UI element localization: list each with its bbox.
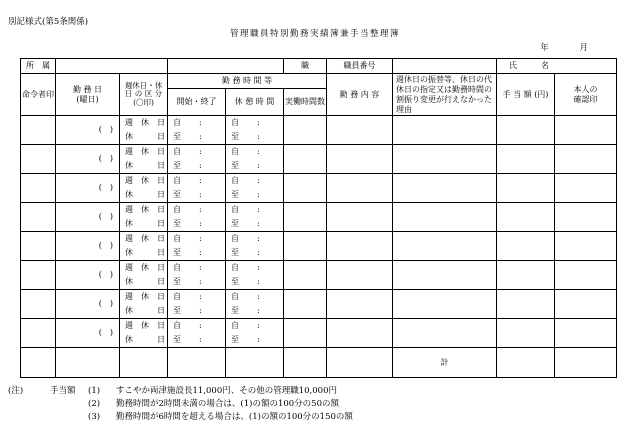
break-time-cell[interactable] <box>226 203 284 232</box>
colon: : <box>199 118 202 127</box>
holiday-class-cell[interactable] <box>120 232 168 261</box>
to-label: 至 <box>173 219 181 228</box>
start-end-cell[interactable] <box>168 232 226 261</box>
work-date-cell[interactable] <box>56 261 120 290</box>
actual-hours-cell[interactable] <box>284 145 327 174</box>
record-table <box>20 58 617 378</box>
colon: : <box>199 190 202 199</box>
total-cell-1 <box>21 348 56 378</box>
from-label: 自 <box>173 263 181 272</box>
year-month <box>524 44 588 54</box>
name-label: 氏 名 <box>497 59 617 74</box>
work-content-cell[interactable] <box>327 145 393 174</box>
holiday-class-cell[interactable] <box>120 261 168 290</box>
weekday-parens: ( ) <box>98 299 113 309</box>
to-label: 至 <box>231 190 239 199</box>
start-end-cell[interactable] <box>168 290 226 319</box>
colon: : <box>257 321 260 330</box>
note-row-3 <box>8 411 353 424</box>
to-label: 至 <box>173 132 181 141</box>
reason-line-3: 割振り変更が行えなかった <box>396 94 492 104</box>
from-label: 自 <box>173 147 181 156</box>
note-item-2-num: (2) <box>88 399 101 409</box>
work-date-cell[interactable] <box>56 145 120 174</box>
total-label: 計 <box>393 348 497 378</box>
to-label: 至 <box>173 190 181 199</box>
actual-hours-header: 実働時間数 <box>284 89 327 116</box>
to-label: 至 <box>173 306 181 315</box>
work-content-cell[interactable] <box>327 174 393 203</box>
colon: : <box>257 292 260 301</box>
weekly-holiday-option[interactable]: 週 休 日 <box>125 205 165 214</box>
break-time-header: 休 憩 時 間 <box>226 89 284 116</box>
work-content-cell[interactable] <box>327 203 393 232</box>
confirm-line-2: 確認印 <box>573 94 598 104</box>
total-cell-3 <box>120 348 168 378</box>
reason-header <box>393 74 497 116</box>
to-label: 至 <box>173 248 181 257</box>
actual-hours-cell[interactable] <box>284 203 327 232</box>
weekly-holiday-option[interactable]: 週 休 日 <box>125 263 165 272</box>
commander-seal-cell[interactable] <box>21 174 56 203</box>
holiday-option[interactable]: 休 日 <box>125 219 165 228</box>
entry-row <box>21 232 617 261</box>
staff-number-field[interactable] <box>393 59 497 74</box>
total-cell-6 <box>284 348 327 378</box>
commander-seal-cell[interactable] <box>21 145 56 174</box>
to-label: 至 <box>231 335 239 344</box>
weekly-holiday-option[interactable]: 週 休 日 <box>125 176 165 185</box>
colon: : <box>257 147 260 156</box>
start-end-cell[interactable] <box>168 319 226 348</box>
holiday-option[interactable]: 休 日 <box>125 248 165 257</box>
colon: : <box>257 219 260 228</box>
to-label: 至 <box>231 161 239 170</box>
work-date-cell[interactable] <box>56 290 120 319</box>
colon: : <box>199 321 202 330</box>
colon: : <box>199 335 202 344</box>
actual-hours-cell[interactable] <box>284 174 327 203</box>
from-label: 自 <box>231 118 239 127</box>
entry-row <box>21 203 617 232</box>
break-time-cell[interactable] <box>226 145 284 174</box>
reason-cell[interactable] <box>393 145 497 174</box>
work-date-header <box>56 74 120 116</box>
confirm-seal-cell[interactable] <box>555 145 617 174</box>
start-end-cell[interactable] <box>168 116 226 145</box>
note-label: (注) <box>8 386 24 396</box>
colon: : <box>257 277 260 286</box>
holiday-option[interactable]: 休 日 <box>125 161 165 170</box>
note-row-2 <box>8 398 353 411</box>
work-content-cell[interactable] <box>327 232 393 261</box>
colon: : <box>257 263 260 272</box>
allowance-cell[interactable] <box>497 145 555 174</box>
confirm-seal-cell[interactable] <box>555 174 617 203</box>
colon: : <box>257 234 260 243</box>
break-time-cell[interactable] <box>226 290 284 319</box>
holiday-option[interactable]: 休 日 <box>125 277 165 286</box>
colon: : <box>257 306 260 315</box>
holiday-option[interactable]: 休 日 <box>125 190 165 199</box>
holiday-class-line-2: 日 の 区 分 <box>124 89 163 99</box>
colon: : <box>199 219 202 228</box>
holiday-class-cell[interactable] <box>120 145 168 174</box>
allowance-cell[interactable] <box>497 319 555 348</box>
reason-cell[interactable] <box>393 261 497 290</box>
header-row-1 <box>21 74 617 89</box>
colon: : <box>199 248 202 257</box>
weekly-holiday-option[interactable]: 週 休 日 <box>125 234 165 243</box>
total-cell-4 <box>168 348 226 378</box>
from-label: 自 <box>173 292 181 301</box>
notes <box>8 385 353 424</box>
post-label: 職 <box>284 59 327 74</box>
reason-cell[interactable] <box>393 232 497 261</box>
holiday-class-line-3: (〇印) <box>133 97 154 107</box>
colon: : <box>257 205 260 214</box>
colon: : <box>199 234 202 243</box>
allowance-cell[interactable] <box>497 203 555 232</box>
confirm-seal-header <box>555 74 617 116</box>
to-label: 至 <box>231 277 239 286</box>
reason-cell[interactable] <box>393 290 497 319</box>
holiday-class-cell[interactable] <box>120 290 168 319</box>
confirm-line-1: 本人の <box>573 85 598 95</box>
weekly-holiday-option[interactable]: 週 休 日 <box>125 321 165 330</box>
work-content-cell[interactable] <box>327 261 393 290</box>
from-label: 自 <box>231 292 239 301</box>
colon: : <box>199 306 202 315</box>
reason-cell[interactable] <box>393 203 497 232</box>
colon: : <box>257 176 260 185</box>
commander-seal-cell[interactable] <box>21 232 56 261</box>
holiday-option[interactable]: 休 日 <box>125 306 165 315</box>
to-label: 至 <box>173 277 181 286</box>
colon: : <box>257 248 260 257</box>
form-label: 別記様式(第5条関係) <box>8 17 89 27</box>
from-label: 自 <box>173 321 181 330</box>
allowance-cell[interactable] <box>497 174 555 203</box>
entry-row <box>21 116 617 145</box>
colon: : <box>199 205 202 214</box>
weekday-parens: ( ) <box>98 328 113 338</box>
start-end-cell[interactable] <box>168 203 226 232</box>
weekday-parens: ( ) <box>98 183 113 193</box>
total-allowance-field[interactable] <box>497 348 555 378</box>
colon: : <box>199 161 202 170</box>
from-label: 自 <box>231 321 239 330</box>
holiday-class-cell[interactable] <box>120 319 168 348</box>
break-time-cell[interactable] <box>226 319 284 348</box>
entry-row <box>21 261 617 290</box>
confirm-seal-cell[interactable] <box>555 261 617 290</box>
work-content-header: 勤 務 内 容 <box>327 74 393 116</box>
from-label: 自 <box>173 176 181 185</box>
allowance-note-label: 手当額 <box>50 386 76 396</box>
colon: : <box>257 161 260 170</box>
allowance-cell[interactable] <box>497 116 555 145</box>
work-content-cell[interactable] <box>327 290 393 319</box>
from-label: 自 <box>231 176 239 185</box>
work-date-cell[interactable] <box>56 174 120 203</box>
colon: : <box>199 277 202 286</box>
break-time-cell[interactable] <box>226 116 284 145</box>
allowance-cell[interactable] <box>497 232 555 261</box>
from-label: 自 <box>231 147 239 156</box>
entry-row <box>21 290 617 319</box>
reason-line-2: 休日の指定又は勤務時間の <box>396 84 492 94</box>
weekday-parens: ( ) <box>98 125 113 135</box>
confirm-seal-cell[interactable] <box>555 232 617 261</box>
colon: : <box>257 335 260 344</box>
to-label: 至 <box>231 248 239 257</box>
work-date-cell[interactable] <box>56 232 120 261</box>
reason-line-4: 理由 <box>396 104 412 114</box>
holiday-class-line-1: 週休日・休 <box>124 80 163 90</box>
note-item-1: すこやか両津施設長11,000円、その他の管理職10,000円 <box>116 386 337 396</box>
weekly-holiday-option[interactable]: 週 休 日 <box>125 292 165 301</box>
commander-seal-header: 命令者印 <box>21 74 56 116</box>
to-label: 至 <box>231 306 239 315</box>
work-date-cell[interactable] <box>56 116 120 145</box>
weekly-holiday-option[interactable]: 週 休 日 <box>125 118 165 127</box>
month-label: 月 <box>579 43 588 53</box>
weekday-parens: ( ) <box>98 270 113 280</box>
entry-row <box>21 145 617 174</box>
actual-hours-cell[interactable] <box>284 232 327 261</box>
break-time-cell[interactable] <box>226 232 284 261</box>
note-row-1 <box>8 385 353 398</box>
colon: : <box>257 132 260 141</box>
start-end-header: 開始・終了 <box>168 89 226 116</box>
from-label: 自 <box>231 234 239 243</box>
reason-cell[interactable] <box>393 116 497 145</box>
to-label: 至 <box>231 132 239 141</box>
entry-row <box>21 319 617 348</box>
work-hours-header: 勤 務 時 間 等 <box>168 74 327 89</box>
reason-line-1: 週休日の振替等、休日の代 <box>396 74 492 84</box>
from-label: 自 <box>231 263 239 272</box>
from-label: 自 <box>173 118 181 127</box>
colon: : <box>199 132 202 141</box>
from-label: 自 <box>173 205 181 214</box>
reason-cell[interactable] <box>393 174 497 203</box>
holiday-class-header <box>120 74 168 116</box>
total-cell-5 <box>226 348 284 378</box>
colon: : <box>257 190 260 199</box>
work-content-cell[interactable] <box>327 319 393 348</box>
colon: : <box>257 118 260 127</box>
staff-number-label: 職員番号 <box>327 59 393 74</box>
post-field[interactable] <box>168 59 284 74</box>
weekday-label: (曜日) <box>76 94 99 104</box>
colon: : <box>199 263 202 272</box>
total-row <box>21 348 617 378</box>
note-item-3: 勤務時間が6時間を超える場合は、(1)の額の100分の150の額 <box>116 412 353 422</box>
work-date-cell[interactable] <box>56 203 120 232</box>
note-item-3-num: (3) <box>88 412 101 422</box>
start-end-cell[interactable] <box>168 261 226 290</box>
top-row <box>21 59 617 74</box>
commander-seal-cell[interactable] <box>21 203 56 232</box>
to-label: 至 <box>231 219 239 228</box>
weekday-parens: ( ) <box>98 212 113 222</box>
weekday-parens: ( ) <box>98 241 113 251</box>
colon: : <box>199 176 202 185</box>
to-label: 至 <box>173 161 181 170</box>
commander-seal-cell[interactable] <box>21 319 56 348</box>
commander-seal-cell[interactable] <box>21 261 56 290</box>
actual-hours-cell[interactable] <box>284 261 327 290</box>
holiday-class-cell[interactable] <box>120 203 168 232</box>
from-label: 自 <box>173 234 181 243</box>
note-item-2: 勤務時間が2時間未満の場合は、(1)の額の100分の50の額 <box>116 399 339 409</box>
actual-hours-cell[interactable] <box>284 290 327 319</box>
start-end-cell[interactable] <box>168 174 226 203</box>
holiday-class-cell[interactable] <box>120 174 168 203</box>
holiday-option[interactable]: 休 日 <box>125 132 165 141</box>
colon: : <box>199 147 202 156</box>
confirm-seal-cell[interactable] <box>555 319 617 348</box>
to-label: 至 <box>173 335 181 344</box>
break-time-cell[interactable] <box>226 261 284 290</box>
affiliation-field[interactable] <box>56 59 168 74</box>
total-cell-7 <box>327 348 393 378</box>
work-content-cell[interactable] <box>327 116 393 145</box>
allowance-cell[interactable] <box>497 290 555 319</box>
allowance-header: 手 当 額 (円) <box>497 74 555 116</box>
work-date-cell[interactable] <box>56 319 120 348</box>
reason-cell[interactable] <box>393 319 497 348</box>
page-title: 管理職員特別勤務実績簿兼手当整理簿 <box>229 29 400 39</box>
total-cell-2 <box>56 348 120 378</box>
holiday-class-cell[interactable] <box>120 116 168 145</box>
weekday-parens: ( ) <box>98 154 113 164</box>
data-rows <box>21 116 617 348</box>
entry-row <box>21 174 617 203</box>
break-time-cell[interactable] <box>226 174 284 203</box>
from-label: 自 <box>231 205 239 214</box>
allowance-cell[interactable] <box>497 261 555 290</box>
start-end-cell[interactable] <box>168 145 226 174</box>
commander-seal-cell[interactable] <box>21 290 56 319</box>
work-date-label: 勤 務 日 <box>72 85 103 95</box>
actual-hours-cell[interactable] <box>284 116 327 145</box>
total-confirm-cell <box>555 348 617 378</box>
holiday-option[interactable]: 休 日 <box>125 335 165 344</box>
year-label: 年 <box>540 43 549 53</box>
weekly-holiday-option[interactable]: 週 休 日 <box>125 147 165 156</box>
affiliation-label: 所 属 <box>21 59 56 74</box>
confirm-seal-cell[interactable] <box>555 203 617 232</box>
confirm-seal-cell[interactable] <box>555 290 617 319</box>
confirm-seal-cell[interactable] <box>555 116 617 145</box>
commander-seal-cell[interactable] <box>21 116 56 145</box>
actual-hours-cell[interactable] <box>284 319 327 348</box>
colon: : <box>199 292 202 301</box>
note-item-1-num: (1) <box>88 386 101 396</box>
